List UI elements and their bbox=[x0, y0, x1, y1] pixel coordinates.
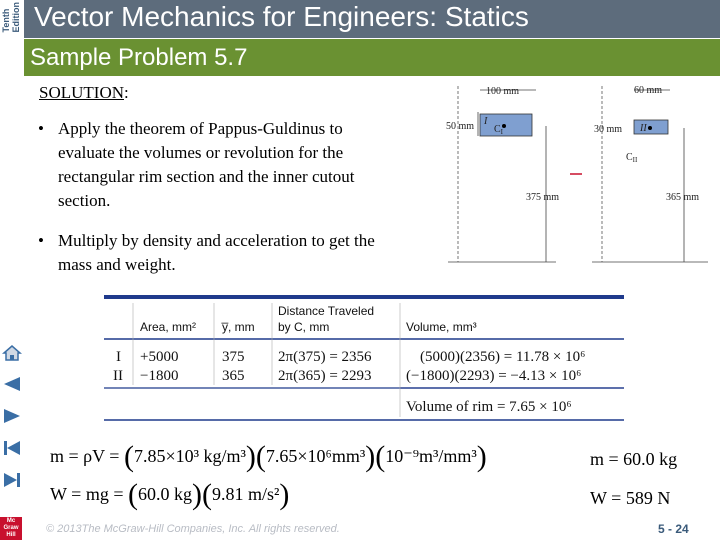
weight-result: W = 589 N bbox=[590, 488, 671, 508]
pappus-table bbox=[104, 295, 624, 422]
last-slide-icon[interactable] bbox=[0, 469, 24, 491]
edition-line2: Edition bbox=[11, 2, 21, 33]
header-ybar: y̅, mm bbox=[222, 320, 255, 334]
mass-factor-volume: 7.65×10⁶mm³ bbox=[265, 446, 366, 466]
weight-equation: W = mg = (60.0 kg)(9.81 m/s²) bbox=[50, 478, 290, 511]
dim-30-label: 30 mm bbox=[594, 124, 623, 135]
bullet-item bbox=[38, 229, 398, 277]
row-II-volume: (−1800)(2293) = −4.13 × 10⁶ bbox=[406, 368, 582, 384]
next-slide-icon[interactable] bbox=[0, 405, 24, 427]
header-distance-line2: by C, mm bbox=[278, 320, 330, 334]
solution-colon: : bbox=[124, 83, 129, 102]
copyright-notice: © 2013The McGraw-Hill Companies, Inc. All rights reserved. bbox=[46, 523, 340, 535]
table-top-rule bbox=[104, 295, 624, 299]
bullet-glyph: • bbox=[38, 231, 44, 250]
publisher-logo bbox=[0, 517, 22, 540]
edition-line1: Tenth bbox=[1, 8, 11, 33]
first-slide-icon[interactable] bbox=[0, 437, 24, 459]
centroid-II-label-subscript: II bbox=[632, 156, 638, 164]
slide-subheader bbox=[24, 39, 720, 76]
mass-equation: m = ρV = (7.85×10³ kg/m³)(7.65×10⁶mm³)(10⁻⁹m³/mm³) bbox=[50, 440, 487, 473]
header-volume: Volume, mm³ bbox=[406, 320, 477, 334]
solution-label: SOLUTION bbox=[39, 83, 124, 102]
row-II-area: −1800 bbox=[140, 368, 179, 384]
publisher-logo-text: Mc Graw Hill bbox=[3, 518, 19, 538]
row-I-area: +5000 bbox=[140, 349, 179, 365]
dim-50-label: 50 mm bbox=[446, 121, 475, 132]
header-area: Area, mm² bbox=[140, 320, 197, 334]
rim-section-diagram bbox=[446, 82, 714, 282]
section-I-label: I bbox=[484, 116, 488, 127]
mass-lhs: m = ρV = bbox=[50, 446, 124, 466]
bullet-text: Multiply by density and acceleration to get the mass and weight. bbox=[58, 231, 375, 274]
solution-heading bbox=[39, 83, 129, 103]
row-II-ybar: 365 bbox=[222, 368, 245, 384]
slide-header bbox=[24, 0, 720, 38]
dim-365-label: 365 mm bbox=[666, 192, 700, 203]
bullet-glyph: • bbox=[38, 119, 44, 138]
home-icon[interactable] bbox=[0, 342, 24, 364]
row-II-distance: 2π(365) = 2293 bbox=[278, 368, 372, 384]
course-title: Vector Mechanics for Engineers: Statics bbox=[34, 1, 529, 32]
row-I-distance: 2π(375) = 2356 bbox=[278, 349, 372, 365]
centroid-II-marker bbox=[648, 126, 652, 130]
bullet-list bbox=[38, 117, 398, 293]
mass-factor-conversion: 10⁻⁹m³/mm³ bbox=[385, 446, 477, 466]
left-sidebar bbox=[0, 0, 24, 540]
centroid-I-label: $C_I$ bbox=[494, 124, 504, 136]
previous-slide-icon[interactable] bbox=[0, 373, 24, 395]
row-II-label: II bbox=[113, 368, 123, 384]
row-I-volume: (5000)(2356) = 11.78 × 10⁶ bbox=[420, 349, 586, 365]
section-I-rect bbox=[480, 114, 532, 136]
centroid-II-label: $C_{II}$ bbox=[626, 152, 638, 164]
page-number: 5 - 24 bbox=[658, 522, 689, 536]
total-volume: Volume of rim = 7.65 × 10⁶ bbox=[406, 399, 572, 415]
dim-100-label: 100 mm bbox=[486, 86, 520, 97]
problem-title: Sample Problem 5.7 bbox=[30, 44, 248, 71]
weight-factor-mass: 60.0 kg bbox=[137, 484, 192, 504]
row-I-ybar: 375 bbox=[222, 349, 245, 365]
dim-60-label: 60 mm bbox=[634, 85, 663, 96]
mass-result: m = 60.0 kg bbox=[590, 449, 678, 469]
row-I-label: I bbox=[116, 349, 121, 365]
weight-lhs: W = mg = bbox=[50, 484, 128, 504]
bullet-text: Apply the theorem of Pappus-Guldinus to evaluate the volumes or revolution for the rectangular rim section and the inner cutout section. bbox=[58, 119, 355, 210]
dim-375-label: 375 mm bbox=[526, 192, 560, 203]
header-distance-line1: Distance Traveled bbox=[278, 304, 375, 318]
centroid-I-label-subscript: I bbox=[500, 128, 504, 136]
edition-label bbox=[1, 2, 21, 44]
weight-factor-gravity: 9.81 m/s² bbox=[211, 484, 280, 504]
bullet-item bbox=[38, 117, 398, 213]
section-II-label: II bbox=[640, 123, 647, 134]
mass-factor-density: 7.85×10³ kg/m³ bbox=[133, 446, 246, 466]
